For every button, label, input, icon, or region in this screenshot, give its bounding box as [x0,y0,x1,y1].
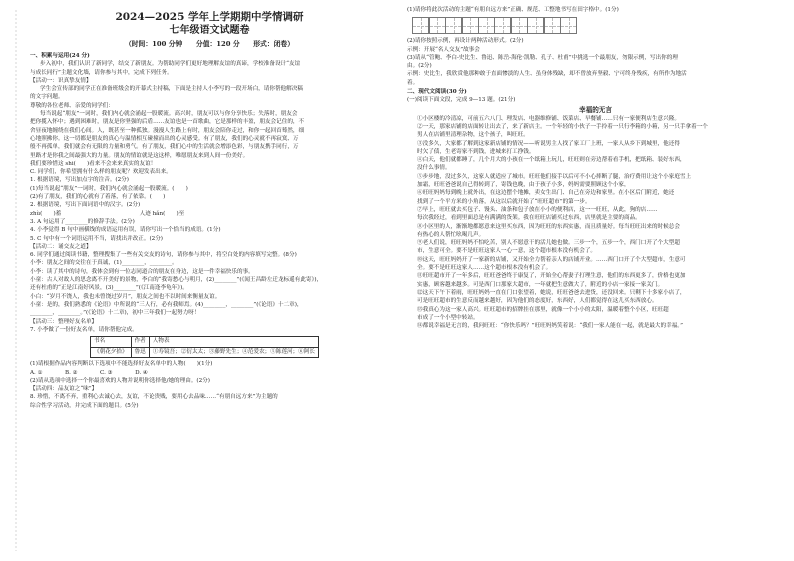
right-text-block [407,6,784,14]
text-line: (2)请你按照示例，再设计两种活动形式。(2分) [407,38,524,45]
text-line: 【活动四：品友谊之“味”】 [30,386,98,393]
text-line: 【活动二：诵交友之道】 [30,243,92,250]
text-line: 舍昼夜地缠绕在我们心间。人，既甚至一种孤独。漫漫人生路上有时，朋友会陪你走过，和你一起回首蓦然，细 [30,127,305,134]
tianzige-cell[interactable] [429,17,446,34]
section-heading: 二、现代文阅读(30 分) [407,89,467,96]
table-header: 人物表 [149,337,318,348]
text-line: 尊敬的各位老师、亲爱的同学们： [30,102,114,109]
exam-meta: （时间：100 分钟 分值：120 分 形式：闭卷） [124,40,295,48]
text-line: (3)请从“管鲍、李白-史比生、鲁迅、陈岳-海伦·凯勒、孔子、杜甫”中挑选一个最朋友，勿限示例，写出你的理 [407,54,678,61]
text-line: ⑭都说幸福是无言的，我问旺旺：“你快乐吗？”旺旺妈妈笑着说：“我们一家人能在一起，就是最大的幸福。” [417,323,683,330]
text-line: 的文字问题。 [30,94,64,101]
text-line: 示例：史比生，我欣赏他那种敢于直面惨淡的人生、虽身体残缺，却不曾放弃坚毅、宁可终身残疾，有所作为地活 [407,71,687,78]
text-line: ⑤步步地，没过多久，这家人就适应了城市。旺旺他们接手以后可不小心摔断了腿，治疗费用让这个小家庭雪上 [417,173,692,180]
text-line: ②一天，那家店铺的店面转让出去了，来了新店主。一个年轻的小伙子一手拎着一只行李箱的小箱，另一只手拿着一个 [417,123,708,130]
text-line: 由。(2分) [407,63,432,70]
text-line: 综合性学习活动，并完成下面的题目。(5分) [30,402,139,409]
text-line: 没什么事情。 [417,165,451,172]
text-line: 时欠了债，生老寄家不到钱，进城来打工挣钱。 [417,148,535,155]
section-heading: 一、积累与运用(24 分) [30,53,90,59]
text-line: 1. 根据语境，写出加点字的注音。(2分) [30,177,129,184]
text-line: ⑪旺旺超市开了一年多后，旺旺爸爸终于康复了，开始全心帮妻子打理生意，他们的东西更多了，价格也更加 [417,273,686,280]
tianzige-cell[interactable] [527,17,544,34]
tianzige-cell[interactable] [494,17,511,34]
text-line: 示例：开展“名人交友”故事会 [407,46,480,53]
exam-title: 2024—2025 学年上学期期中学情调研 [115,11,304,23]
text-line: 男人在店铺里清理杂物，这个孩子，叫旺旺。 [417,132,529,139]
text-line: 7. 小李做了一份好友名单，请你帮他完成。 [30,326,138,333]
text-line: 3. A 句运用了________的修辞手法。(2分) [30,218,135,225]
text-line: 步入初中，我们认识了新同学，结交了新朋友。为帮助同学们更好地理解友谊的真谛，学校准备设计“友谊 [40,61,301,68]
text-line: zhù( )蓄 人迹 hǎn( )至 [30,210,185,217]
text-line: ⑫这天下午下着雨，旺旺妈妈一直在门口张望着，她说，旺旺爸爸去进货，还没回来。只剩下十多家小店了， [417,289,686,296]
text-line: 【活动一：识真挚友情】 [30,77,92,84]
text-line: 我们要珍惜这 shi( )看来不会来来真实的友谊！ [30,160,157,167]
text-line: 8. 珍惜，不离不弃，重利心去诚心去，友谊，不论贵贱，要用心去品味……“有朋自远方来”为主题的 [30,394,278,401]
text-line: 5. C 句中有一个词语运用不当，请找出并改正。(2分) [30,235,163,242]
text-line: 4. 小李觉得 B 句中画横线的成语运用有误，请你写出一个恰当的成语。(1分) [30,227,221,234]
text-line: 市成了一个小型中转站。 [417,314,479,321]
text-line: 市，生意可全。要不是旺旺这家人一心一意，这个超市根本没有机会了。 [417,248,597,255]
exam-subtitle: 七年级语文试题卷 [169,25,250,36]
left-text-block [30,360,389,410]
left-text-block [30,52,389,334]
text-line: 可是旺旺超市的生意反而越来越好，因为他们的态度好，东西好，人们都觉得在这儿买东西放心。 [417,298,658,305]
text-line: ③没多久，大家都了解到这家新店铺的情况——听说男主人找了家工厂上班，一家人从乡下到城里，他还得 [417,140,680,147]
text-line: 小白：“岁月不饶人，我也未曾饶过岁月”，朋友之间也不以时间来衡量友谊。 [30,293,221,300]
text-line: (一)阅读下面文段，完成 9—13 题。(21分) [407,97,516,104]
tianzige-cell[interactable] [544,17,561,34]
table-header: 书名 [91,337,132,348]
text-line: 与成长同行”主题文化墙，请你参与其中，完成下列任务。 [30,69,173,76]
text-line: 小童：是的，我们熟悉的《论语》中所说的“三人行，必有我师焉。(4)________，________”(《论语》十二章)， [30,301,303,308]
text-line: ⑦早上，旺旺就去买包子、馒头、油条和包子放在小小的便利店，这一一旺旺，从此，狗的店…… [417,206,658,213]
text-line: (1)请你将此次活动的主题“有朋自远方来”正确、规范、工整地书写在田字格中。(1分) [407,7,619,13]
text-line: ⑥旺旺妈妈每到晚上就外出，在这边摆个地摊，卖女生出门、自己在旁边和家里。在小区后门附近，她还 [417,190,675,197]
text-line: 2. 根据语境，写出下面词语中的汉字。(2分) [30,202,141,209]
text-line: 还有杜甫的“正是江南好风景，(3)________”(《江南逢李龟年》)。 [30,285,188,292]
text-line: 加霜，旺旺爸爸说自己得转到了，寄钱也晚，由于孩子小多，妈妈需要照顾这个小家， [417,182,630,189]
text-line: ⑩这天，旺旺妈妈开了一家新的店铺，又开始全力帮着亲人的店铺开业。……西门口开了个大型超市，生意可 [417,256,686,263]
text-line: 学生会宣传部的同学正在准备班级会的开幕式主持稿，下面是主持人小李写的一段开场白，请你帮他解决稿 [40,86,303,93]
text-line: A. ① B. ② C. ③ D. ④ [30,369,148,376]
text-line: ④白天，他们就都睡了，几个月大的小孩在一个纸箱上玩儿，旺旺则在旁边帮着看手机，把纸箱、装好东西， [417,157,686,164]
tianzige-grid[interactable] [413,17,784,34]
text-line: (1)请根据作品内容判断以下选项中不能选择好友名单中的人物( )(1分) [30,361,213,368]
text-line: 实惠，顾客越来越多。可是西门口那家大超市，一年就把生意做大了，附近的小店一家接一家关门。 [417,281,664,288]
article-body [407,115,784,331]
tianzige-cell[interactable] [412,17,429,34]
text-line: 把你揽入怀中；遇到困难时，朋友是你坚强的后盾……友谊也是一首歌曲，它是那样的丰盈，朋友会记住的，不 [30,119,305,126]
right-page [397,0,794,561]
text-line: C. 同学们，你希望拥有什么样的朋友呢？欢迎发表出来。 [30,169,172,176]
table-cell: 《朝花夕拾》 [91,347,132,358]
tianzige-cell[interactable] [445,17,462,34]
right-text-block [407,37,784,104]
article-title: 幸福的无言 [579,105,612,114]
text-line: ①小区楼的冷清凉，可前五六八门、理发店、电器维修铺、饭菜店、早餐铺……只有一家便利店生意兴隆。 [417,115,680,122]
text-line: ⑨老人们说，旺旺妈妈不怕吃苦，别人不愿意干的活儿她也做。三步一个，五步一个，西门口开了个大型超 [417,240,680,247]
text-line: (1)每当说起“朋友”一词时，我们内心就会涌起一股暖流。( ) [30,185,188,192]
text-line: 6. 同学们通过阅读书籍，整理搜集了一些有关交友的诗句，请你参与其中，将空白处的内容填写完整。(8分) [30,252,297,259]
text-line: 每次我经过，看到里面总是有满满的货架。我在旺旺店铺买过东西，店里就是主要的商品。 [417,215,641,222]
text-line: 般不再孤单，我们就会有无限的力量和勇气。有了朋友，我们心中的生活就会增添色彩，与朋友携手同行，万 [30,144,299,151]
text-line: ________，________。”(《论语》十二章)，初中三年我们一起努力呀！ [30,310,200,317]
text-line: (2)有了朋友，我们的心就有了着落，有了依靠。( ) [30,194,166,201]
tianzige-cell[interactable] [511,17,528,34]
text-line: 心地照拂你。这一切都是朋友的真心与温情相互碰撞而出的心灵感受。有了朋友，我们的心灵就不再寂寞、万 [30,135,299,142]
text-line: (2)请从选项中选择一个你最喜欢的人物并说明你选择他/她的理由。(2分) [30,377,210,384]
tianzige-cell[interactable] [462,17,479,34]
tianzige-cell[interactable] [560,17,577,34]
text-line: 小李：读了其中的诗句，我体会到有一位志同道合的朋友在身边，这是一件幸福快乐的事。 [30,268,254,275]
text-line: 小童：古人对故人的思念离不开美好的景物，李白的“我寄愁心与明月，(2)________”(《闻王昌龄左迁龙标遥有此寄》)， [30,277,323,284]
table-cell: 鲁迅 [131,347,149,358]
text-line: ⑧小区里的人，渐渐地都愿意来这里买东西，因为旺旺的东西实惠，而且质量好。每当旺旺出来的时候总会 [417,223,680,230]
text-line: ⑬我真心为这一家人高兴。旺旺超市的招牌挂在那里，就像一个小小的太阳，温暖着整个小区，旺旺超 [417,306,669,313]
text-line: 着。 [407,79,419,86]
text-line: 每当说起“朋友”一词时，我们内心就会涌起一股暖流。高兴时，朋友可以与你分享快乐；失落时，朋友会 [40,111,298,118]
table-header: 作者 [131,337,149,348]
text-line: 【活动三：整理好友名单】 [30,318,98,325]
text-line: 有热心的人帮忙吆喝几声。 [417,231,485,238]
text-line: 找到了一个平方米的小角落，从这以后就开始了“旺旺超市”的第一步。 [417,198,591,205]
table-cell: ①寿镜吾；②衍太太；③藤野先生；④范爱农；⑤陈莲河；⑥阿长 [149,347,318,358]
tianzige-cell[interactable] [478,17,495,34]
text-line: 全。要不是旺旺这家人……这个超市根本没有机会了。 [417,265,552,272]
text-line: 里路才是你我之间最强大的力量。朋友的情谊就是这这样，唯愿朋友来到人间一份美好。 [30,152,249,159]
text-line: 小李：朋友之间的交往在于真诚，(1)________，________。 [30,260,178,267]
friend-list-table [90,336,319,358]
